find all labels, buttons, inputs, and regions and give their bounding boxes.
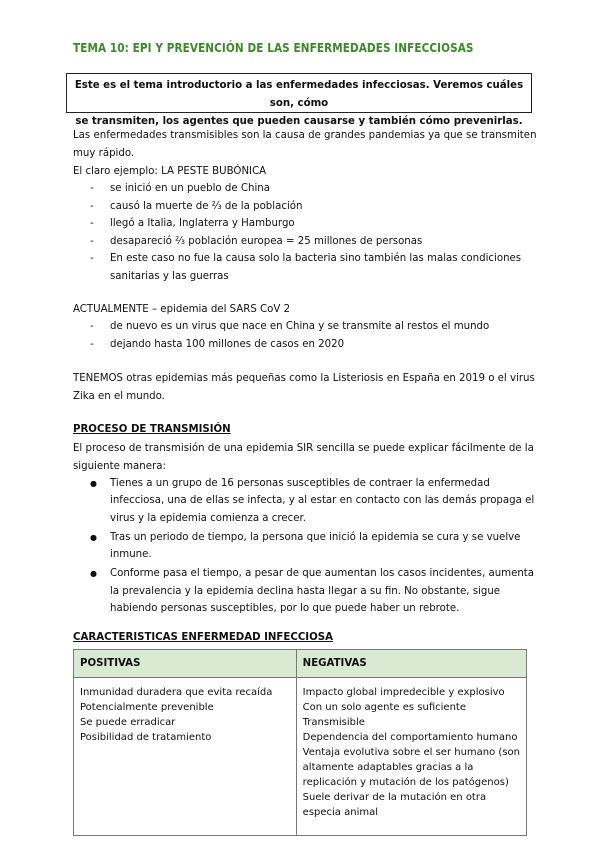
list-item: - se inició en un pueblo de China [90, 180, 521, 198]
bullet-line: inmune. [110, 549, 152, 561]
bullet-line: ● Tras un periodo de tiempo, la persona que inició la epidemia se cura y se vuelve [110, 531, 521, 543]
paragraph-otras-epidemias [73, 370, 535, 406]
bullet-item [90, 565, 534, 617]
list-item [90, 250, 521, 285]
list-item: - de nuevo es un virus que nace en China y se transmite al restos el mundo [90, 318, 489, 336]
positivas-cell [74, 678, 297, 836]
list-item: - desapareció ⅔ población europea = 25 millones de personas [90, 233, 521, 251]
intro-line-1: Este es el tema introductorio a las enfermedades infecciosas. Veremos cuáles son, cómo [74, 80, 524, 109]
paragraph-line: TENEMOS otras epidemias más pequeñas como la Listeriosis en España en 2019 o el virus [73, 373, 535, 384]
bullet-line: virus y la epidemia comienza a crecer. [110, 512, 306, 524]
caracteristicas-heading: CARACTERISTICAS ENFERMEDAD INFECCIOSA [73, 632, 333, 643]
document-title: TEMA 10: EPI Y PREVENCIÓN DE LAS ENFERMEDADES INFECCIOSAS [73, 40, 474, 55]
table-cell-line: Ventaja evolutiva sobre el ser humano (son [302, 747, 520, 758]
table-row [74, 678, 527, 836]
negativas-cell [296, 678, 526, 836]
paragraph-line: El claro ejemplo: LA PESTE BUBÓNICA [73, 166, 267, 177]
column-header-negativas: NEGATIVAS [296, 650, 526, 678]
bullet-line: la prevalencia y la epidemia declina hasta llegar a su fin. No obstante, sigue [110, 585, 501, 597]
table-cell-line: altamente adaptables gracias a la [302, 762, 474, 773]
table-cell-line: Dependencia del comportamiento humano [302, 732, 518, 743]
list-item-line: - En este caso no fue la causa solo la bacteria sino también las malas condiciones [110, 253, 522, 264]
paragraph-line: muy rápido. [73, 148, 135, 159]
bullet-line: habiendo personas susceptibles, por lo que puede haber un rebrote. [110, 603, 460, 615]
list-item: - dejando hasta 100 millones de casos en 2020 [90, 336, 489, 354]
bullet-item [90, 475, 534, 527]
caracteristicas-table [73, 649, 527, 836]
intro-box [66, 73, 532, 127]
table-header-row [74, 650, 527, 678]
paragraph-line: Las enfermedades transmisibles son la causa de grandes pandemias ya que se transmiten [73, 130, 537, 141]
table-cell-line: especia animal [302, 807, 379, 818]
table-cell-line: Con un solo agente es suficiente [302, 702, 466, 713]
peste-list [90, 180, 521, 285]
list-item: - llegó a Italia, Inglaterra y Hamburgo [90, 215, 521, 233]
table-cell-line: Se puede erradicar [80, 717, 176, 728]
table-cell-line: Inmunidad duradera que evita recaída [80, 687, 273, 698]
proceso-bullets [90, 475, 534, 619]
bullet-item [90, 529, 534, 564]
bullet-line: ● Tienes a un grupo de 16 personas susceptibles de contraer la enfermedad [110, 478, 490, 489]
bullet-line: ● Conforme pasa el tiempo, a pesar de que aumentan los casos incidentes, aumenta [110, 568, 535, 580]
table-cell-line: replicación y mutación de los patógenos) [302, 777, 509, 788]
proceso-intro [73, 440, 534, 476]
paragraph-line: siguiente manera: [73, 461, 166, 472]
column-header-positivas: POSITIVAS [74, 650, 297, 678]
table-cell-line: Suele derivar de la mutación en otra [302, 792, 487, 803]
table-cell-line: Transmisible [302, 717, 365, 728]
table-cell-line: Posibilidad de tratamiento [80, 732, 212, 743]
actualmente-list [90, 318, 489, 353]
list-item-line: sanitarias y las guerras [110, 270, 229, 282]
paragraph-transmisibles [73, 127, 537, 181]
actualmente-label: ACTUALMENTE – epidemia del SARS CoV 2 [73, 304, 291, 315]
paragraph-line: El proceso de transmisión de una epidemia SIR sencilla se puede explicar fácilmente de la [73, 443, 534, 454]
table-cell-line: Impacto global impredecible y explosivo [302, 687, 505, 698]
list-item: - causó la muerte de ⅔ de la población [90, 198, 521, 216]
bullet-line: infecciosa, una de ellas se infecta, y al estar en contacto con las demás propaga el [110, 495, 535, 507]
proceso-heading: PROCESO DE TRANSMISIÓN [73, 424, 231, 435]
paragraph-line: Zika en el mundo. [73, 391, 165, 402]
intro-line-2: se transmiten, los agentes que pueden causarse y también cómo prevenirlas. [75, 116, 523, 127]
table-cell-line: Potencialmente prevenible [80, 702, 214, 713]
